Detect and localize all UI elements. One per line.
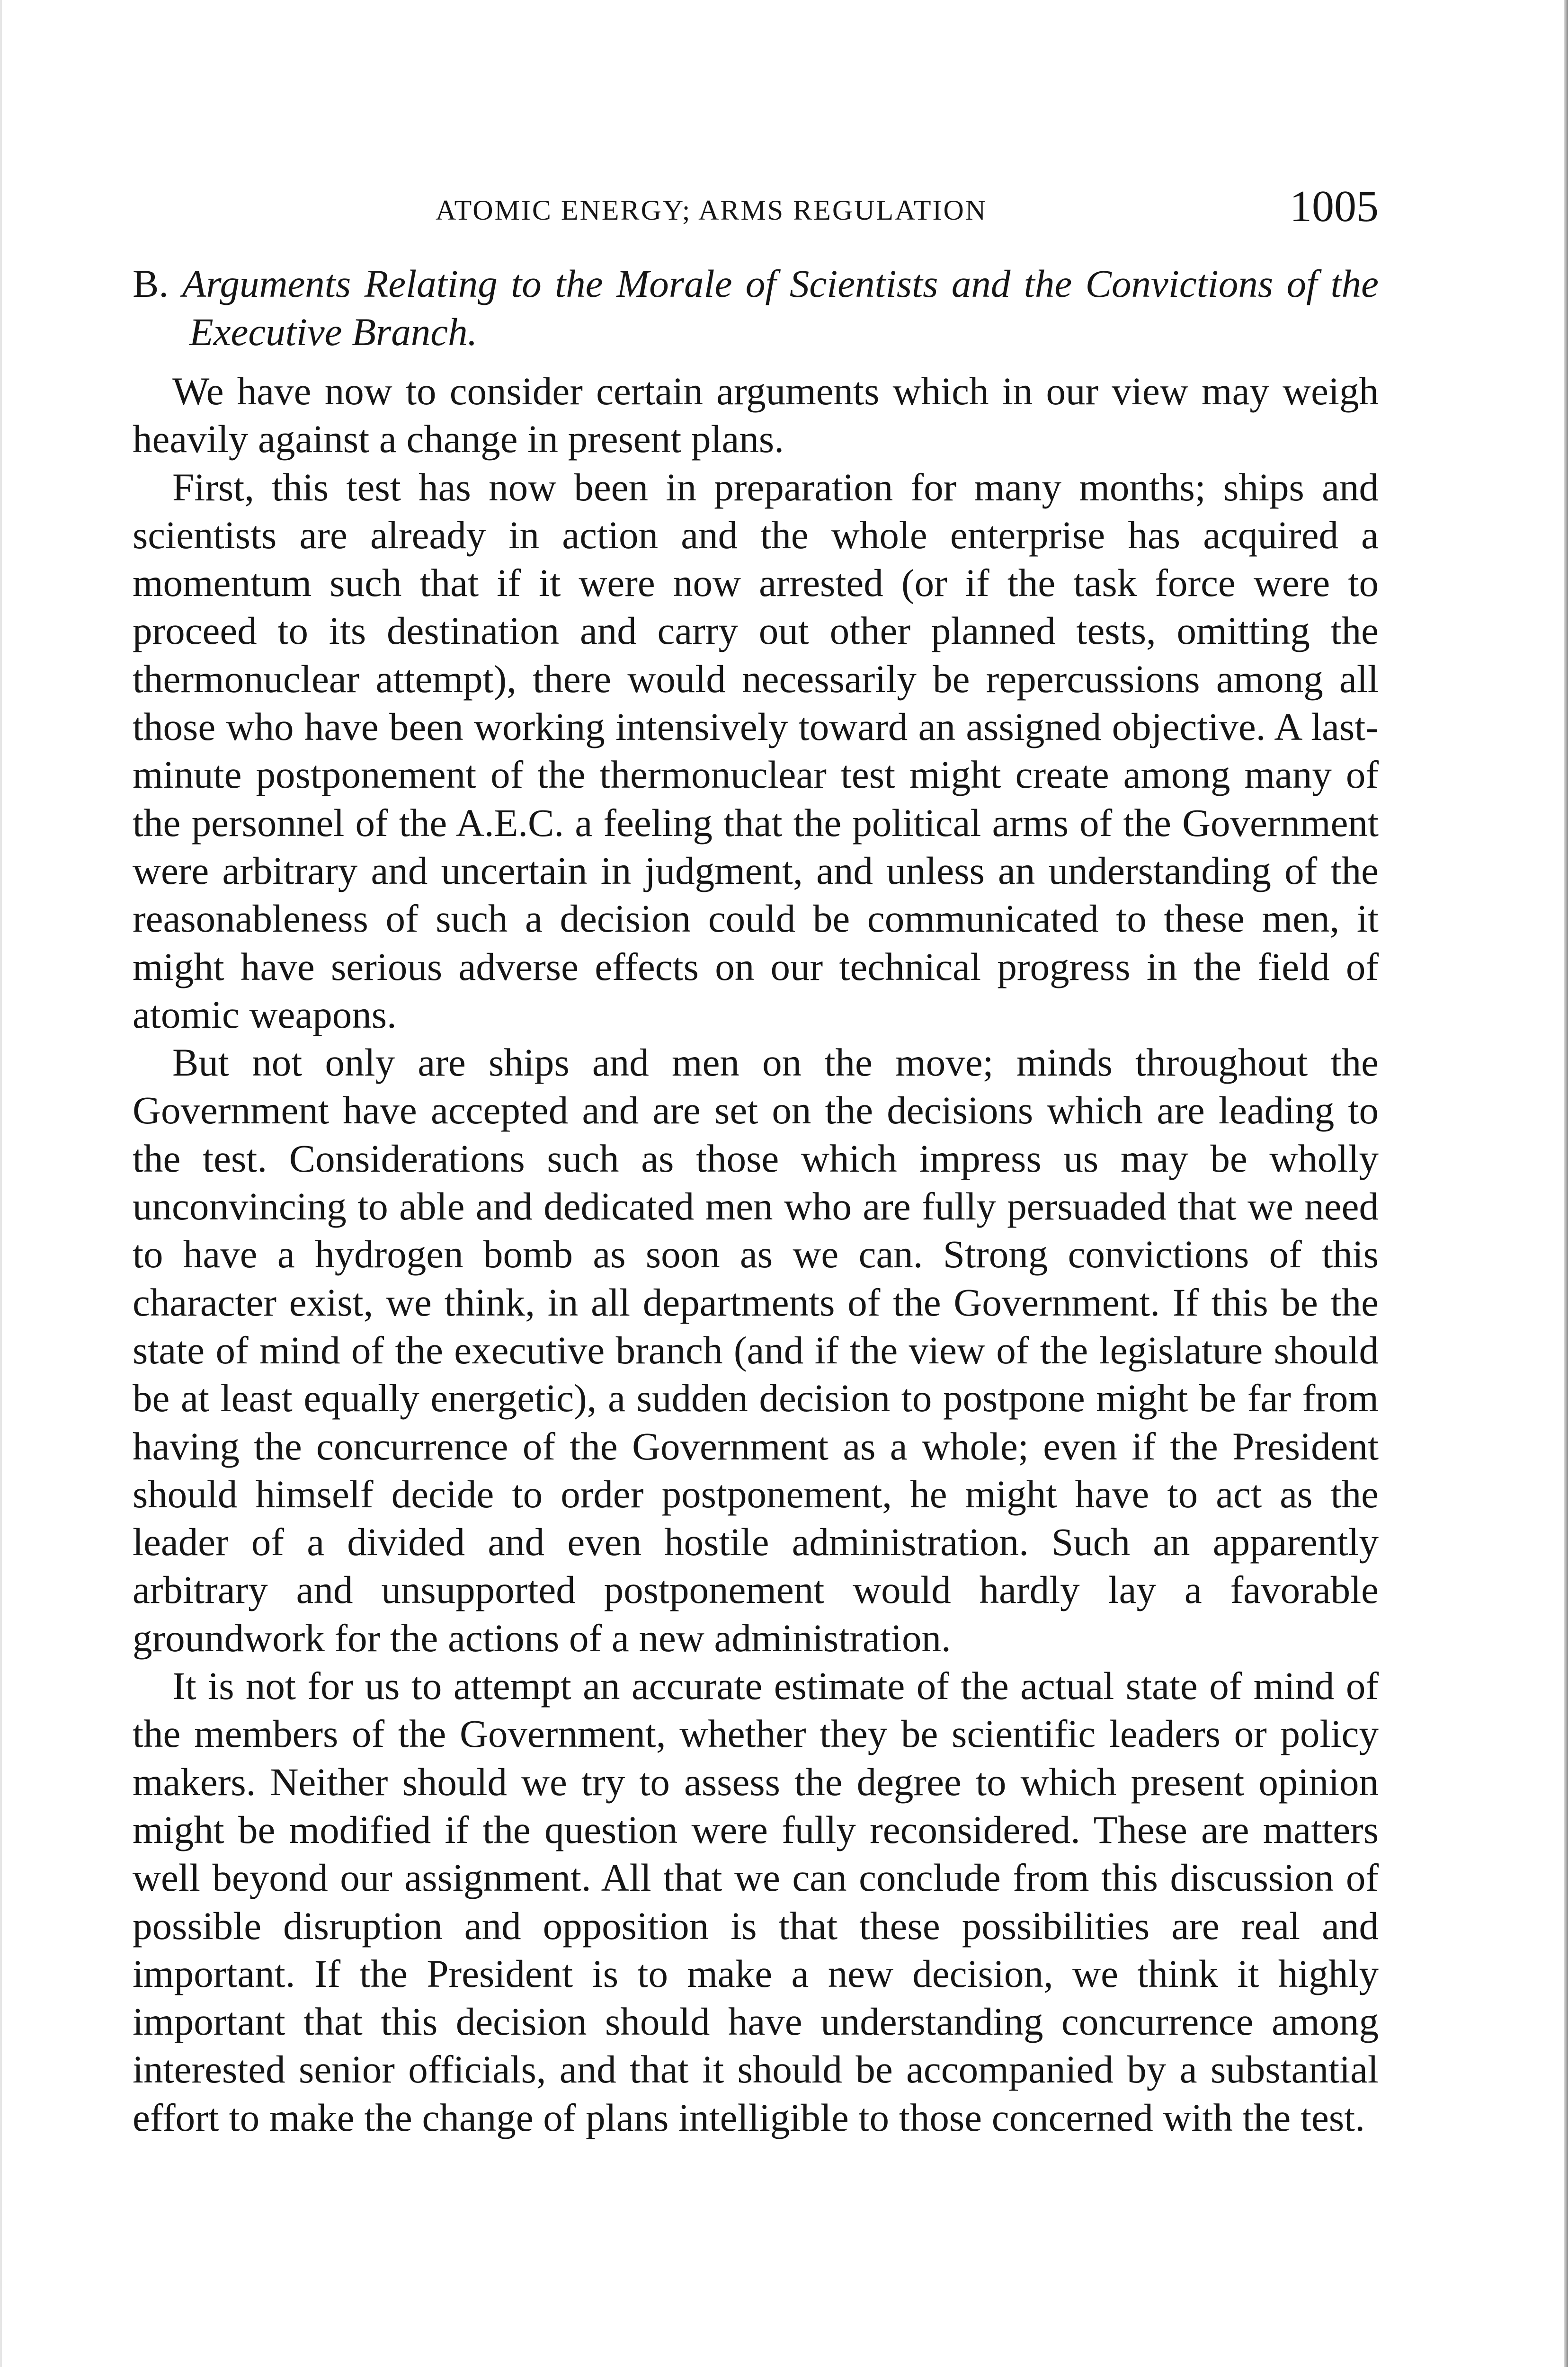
page-left-edge bbox=[0, 0, 2, 2367]
page-header bbox=[133, 182, 1379, 242]
running-head: ATOMIC ENERGY; ARMS REGULATION bbox=[436, 195, 988, 226]
paragraph-1: We have now to consider certain arguments which in our view may weigh heavily against a change in present plans. bbox=[133, 369, 1379, 461]
section-label: B. bbox=[133, 262, 169, 305]
paragraph-2: First, this test has now been in preparation for many months; ships and scientists are already in action and the whole enterprise has acquired a momentum such that if it were now arrested (or if the task force were to proceed to its destination and carry out other planned tests, omitting the thermonuclear attempt), there would necessarily be repercussions among all those who have been working intensively toward an assigned objective. A last-minute postponement of the thermonuclear test might create among many of the personnel of the A.E.C. a feeling that the political arms of the Government were arbitrary and uncertain in judgment, and unless an understanding of the reasonableness of such a decision could be communicated to these men, it might have serious adverse effects on our technical progress in the field of atomic weapons. bbox=[133, 465, 1379, 1036]
paragraph-4: It is not for us to attempt an accurate estimate of the actual state of mind of the members of the Government, whether they be scientific leaders or policy makers. Neither should we try to assess the degree to which present opinion might be modified if the question were fully reconsidered. These are matters well beyond our assignment. All that we can conclude from this discussion of possible disruption and opposition is that these possibilities are real and important. If the President is to make a new decision, we think it highly important that this decision should have understanding concurrence among interested senior officials, and that it should be accompanied by a substantial effort to make the change of plans intelligible to those concerned with the test. bbox=[133, 1664, 1379, 2139]
section-title: Arguments Relating to the Morale of Scientists and the Convictions of the Executive Branch. bbox=[182, 262, 1379, 354]
page-right-edge bbox=[1564, 0, 1568, 2367]
paragraph-3: But not only are ships and men on the move; minds throughout the Government have accepted and are set on the decisions which are leading to the test. Considerations such as those which impress us may be wholly unconvincing to able and dedicated men who are fully persuaded that we need to have a hydrogen bomb as soon as we can. Strong convictions of this character exist, we think, in all departments of the Government. If this be the state of mind of the executive branch (and if the view of the legislature should be at least equally energetic), a sudden decision to postpone might be far from having the concurrence of the Government as a whole; even if the President should himself decide to order postponement, he might have to act as the leader of a divided and even hostile administration. Such an apparently arbitrary and unsupported postponement would hardly lay a favorable groundwork for the actions of a new administration. bbox=[133, 1041, 1379, 1660]
section-heading bbox=[133, 259, 1379, 356]
page-number: 1005 bbox=[1290, 182, 1379, 231]
page-content bbox=[133, 259, 1379, 2142]
